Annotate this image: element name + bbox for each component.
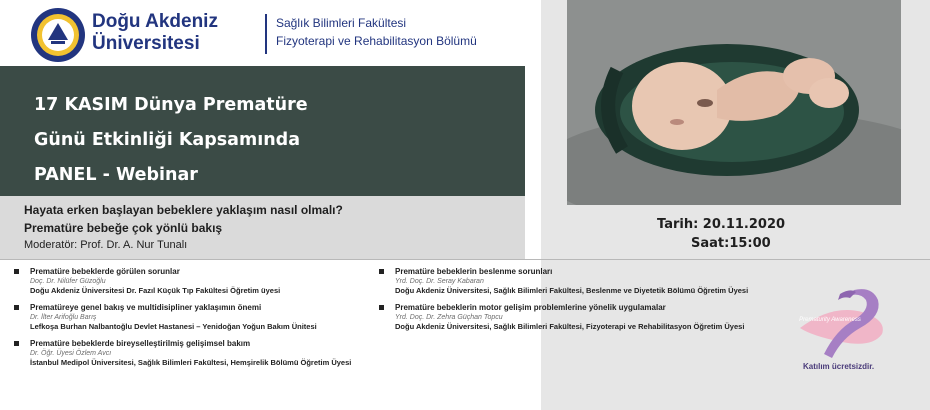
newborn-baby-photo [567, 0, 901, 205]
event-time: Saat:15:00 [691, 236, 771, 251]
university-name-line1: Doğu Akdeniz [92, 11, 218, 32]
bullet-icon [14, 341, 19, 346]
university-name [92, 11, 267, 55]
event-date: Tarih: 20.11.2020 [657, 217, 786, 232]
talk-speaker: Yrd. Doç. Dr. Zehra Güçhan Topcu [395, 314, 503, 321]
talk-institution: Lefkoşa Burhan Nalbantoğlu Devlet Hastanesi – Yenidoğan Yoğun Bakım Ünitesi [30, 322, 317, 331]
talk-item [379, 302, 779, 332]
bullet-icon [14, 305, 19, 310]
faculty-line1: Sağlık Bilimleri Fakültesi [276, 16, 407, 30]
bullet-icon [14, 269, 19, 274]
faculty-name [276, 14, 536, 50]
faculty-line2: Fizyoterapi ve Rehabilitasyon Bölümü [276, 34, 477, 48]
subtitle-topic: Prematüre bebeğe çok yönlü bakış [24, 221, 223, 235]
talk-item [379, 266, 779, 296]
event-title-line3: PANEL - Webinar [34, 165, 198, 185]
talk-title: Prematüre bebeklerin motor gelişim problemlerine yönelik uygulamalar [395, 303, 666, 312]
section-divider [0, 259, 930, 260]
bullet-icon [379, 269, 384, 274]
university-seal-icon [30, 7, 86, 63]
moderator: Moderatör: Prof. Dr. A. Nur Tunalı [24, 239, 188, 251]
talk-item [14, 266, 364, 296]
subtitle-panel [0, 196, 525, 260]
talk-speaker: Dr. İlter Arifoğlu Barış [30, 314, 97, 321]
event-title [34, 88, 504, 193]
subtitle-question: Hayata erken başlayan bebeklere yaklaşım nasıl olmalı? [24, 203, 343, 217]
talks-left-column [14, 266, 364, 374]
talk-item [14, 302, 364, 332]
talk-title: Prematüreye genel bakış ve multidisipliner yaklaşımın önemi [30, 303, 262, 312]
header-divider [265, 14, 267, 54]
bullet-icon [379, 305, 384, 310]
university-name-line2: Üniversitesi [92, 33, 200, 54]
talk-title: Prematüre bebeklerde bireyselleştirilmiş gelişimsel bakım [30, 339, 251, 348]
talk-institution: Doğu Akdeniz Üniversitesi Dr. Fazıl Küçük Tıp Fakültesi Öğretim üyesi [30, 286, 281, 295]
talk-title: Prematüre bebeklerin beslenme sorunları [395, 267, 553, 276]
title-banner [0, 66, 525, 196]
talk-item [14, 338, 364, 368]
talk-title: Prematüre bebeklerde görülen sorunlar [30, 267, 180, 276]
event-title-line2: Günü Etkinliği Kapsamında [34, 130, 301, 150]
event-title-line1: 17 KASIM Dünya Prematüre [34, 95, 308, 115]
talk-institution: Doğu Akdeniz Üniversitesi, Sağlık Bilimleri Fakültesi, Fizyoterapi ve Rehabilitasyon Öğretim Üyesi [395, 322, 745, 331]
talk-speaker: Doç. Dr. Nilüfer Güzoğlu [30, 278, 106, 285]
talks-right-column [379, 266, 779, 338]
free-admission-note: Katılım ücretsizdir. [803, 362, 875, 371]
talk-institution: Doğu Akdeniz Üniversitesi, Sağlık Bilimleri Fakültesi, Beslenme ve Diyetetik Bölümü Öğretim Üyesi [395, 286, 749, 295]
talk-speaker: Dr. Öğr. Üyesi Özlem Avcı [30, 350, 112, 357]
ribbon-caption: Prematurity Awareness [799, 317, 861, 323]
talk-speaker: Yrd. Doç. Dr. Seray Kabaran [395, 278, 484, 285]
talk-institution: İstanbul Medipol Üniversitesi, Sağlık Bilimleri Fakültesi, Hemşirelik Bölümü Öğretim Üyesi [30, 358, 352, 367]
